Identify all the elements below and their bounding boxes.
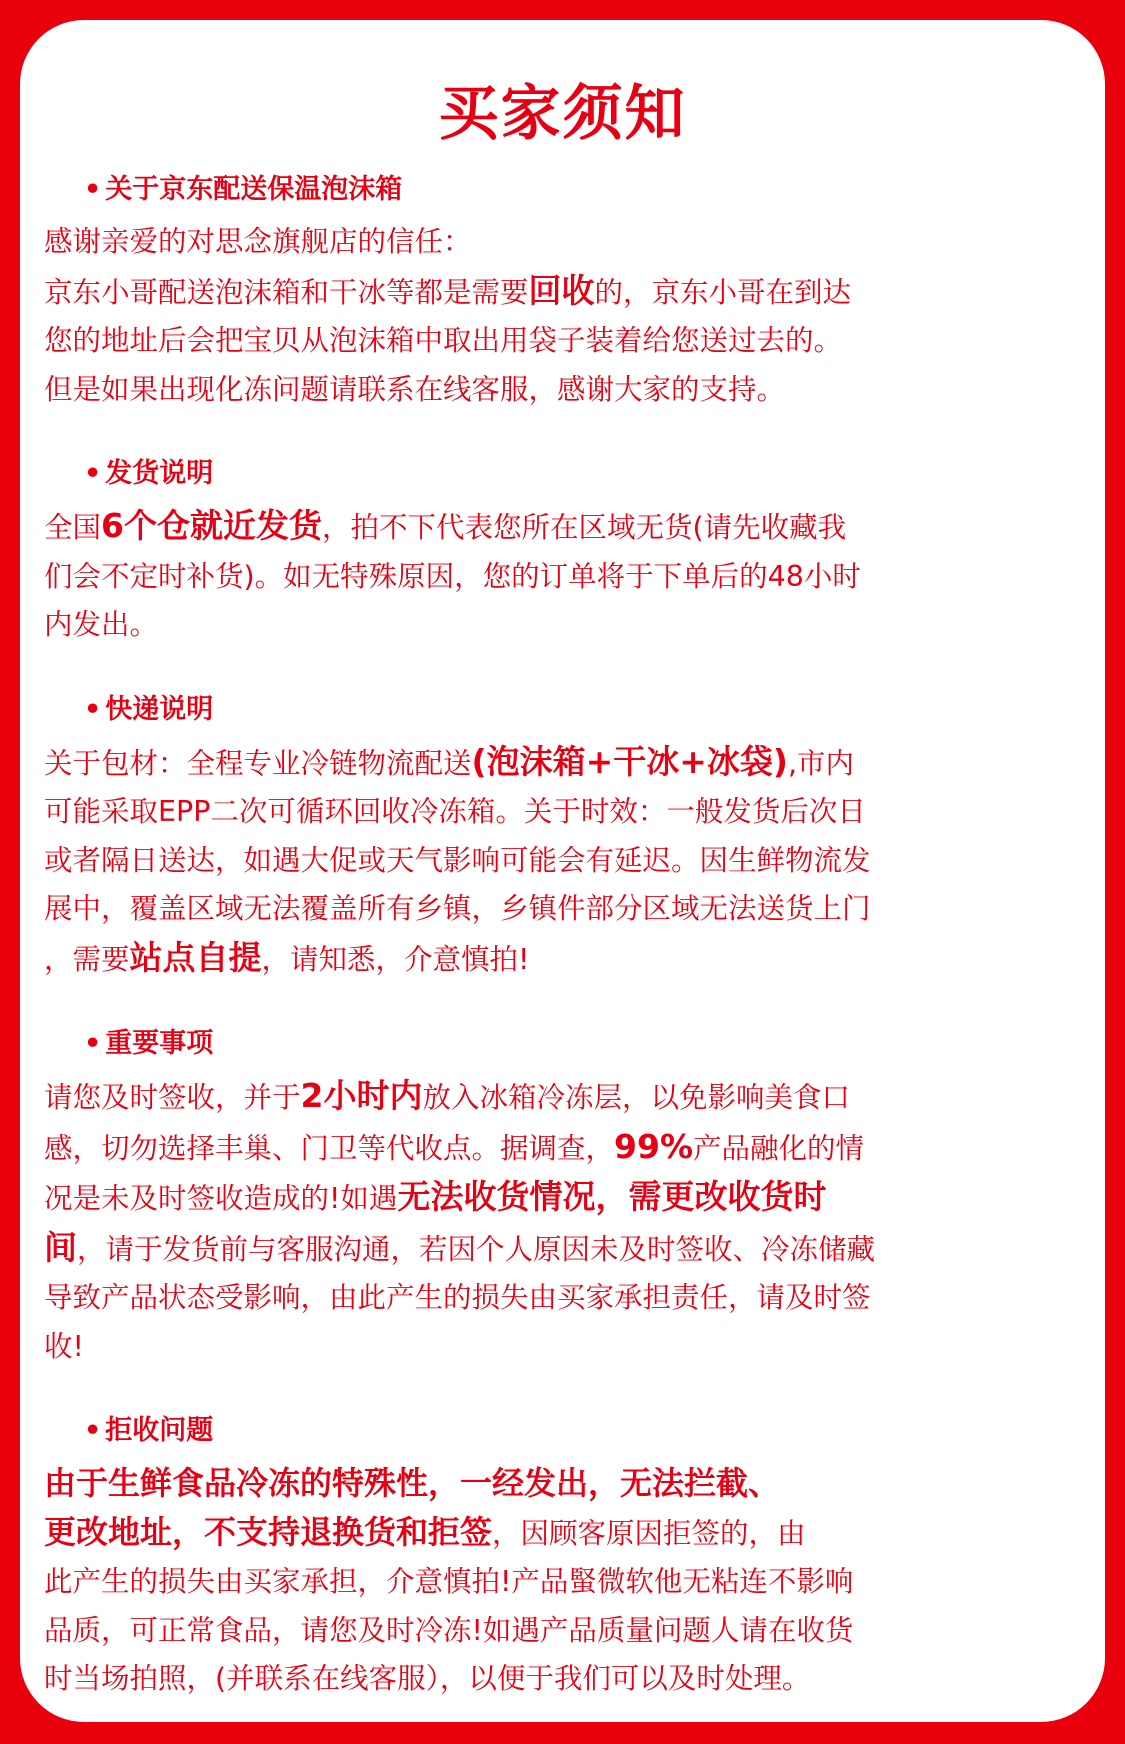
line-text: 感谢亲爱的对思念旗舰店的信任：	[44, 225, 472, 258]
emphasis-text: (泡沫箱+干冰+冰袋)	[471, 741, 788, 781]
paragraph-line	[44, 267, 1084, 318]
line-text: 请您及时签收，并于	[44, 1081, 301, 1114]
line-text: 况是未及时签收造成的!如遇	[44, 1182, 398, 1215]
page-title: 买家须知	[438, 79, 687, 149]
bullet-icon: •	[84, 1415, 102, 1446]
emphasis-text: 回收	[528, 270, 595, 310]
section-heading	[84, 690, 1084, 730]
section-rejection	[44, 1411, 1084, 1704]
paragraph-line	[44, 1558, 1084, 1607]
line-text: 放入冰箱冷冻层，以免影响美食口	[422, 1081, 850, 1114]
section-express	[44, 690, 1084, 985]
line-text: 京东小哥配送泡沫箱和干冰等都是需要	[44, 275, 529, 309]
line-text: ，请知悉，介意慎拍!	[261, 942, 530, 976]
notice-content	[44, 170, 1084, 1744]
line-text: 内发出。	[44, 608, 159, 641]
paragraph-line	[44, 1274, 1084, 1323]
paragraph-line	[44, 317, 1084, 366]
emphasis-text: 间	[44, 1227, 77, 1267]
emphasis-text: 更改地址，不支持退换货和拒签	[44, 1512, 493, 1551]
bullet-icon: •	[84, 174, 102, 205]
paragraph-line	[44, 837, 1084, 886]
section-heading-text: 发货说明	[105, 458, 214, 489]
section-foam-box	[44, 170, 1084, 414]
line-text: 品质，可正常食品，请您及时冷冻!如遇产品质量问题人请在收货	[44, 1613, 854, 1647]
paragraph-line	[44, 1459, 1084, 1508]
notice-card	[20, 20, 1105, 1722]
paragraph-line	[44, 1173, 1084, 1224]
paragraph-line	[44, 1224, 1084, 1275]
line-text: ，拍不下代表您所在区域无货(请先收藏我	[321, 511, 847, 544]
section-heading-text: 快递说明	[105, 693, 214, 725]
line-text: 可能采取EPP二次可循环回收冷冻箱。关于时效：一般发货后次日	[44, 795, 866, 828]
line-text: 您的地址后会把宝贝从泡沫箱中取出用袋子装着给您送过去的。	[44, 324, 843, 357]
line-text: 产品融化的情	[693, 1131, 865, 1165]
line-text: ，因顾客原因拒签的，由	[492, 1516, 806, 1550]
section-heading	[84, 1411, 1084, 1451]
paragraph-line	[44, 1123, 1084, 1174]
paragraph-line	[44, 788, 1084, 837]
section-important	[44, 1024, 1084, 1371]
line-text: 或者隔日送达，如遇大促或天气影响可能会有延迟。因生鲜物流发	[44, 843, 871, 877]
paragraph-line	[44, 1508, 1084, 1559]
paragraph-line	[44, 366, 1084, 415]
line-text: 导致产品状态受影响，由此产生的损失由买家承担责任，请及时签	[44, 1281, 871, 1314]
paragraph-line	[44, 1072, 1084, 1123]
section-shipping	[44, 454, 1084, 650]
emphasis-text: 99%	[614, 1126, 694, 1166]
line-text: 但是如果出现化冻问题请联系在线客服，感谢大家的支持。	[44, 372, 786, 406]
bullet-icon: •	[84, 458, 102, 489]
line-text: ，请于发货前与客服沟通，若因个人原因未及时签收、冷冻储藏	[77, 1232, 876, 1266]
paragraph-line	[44, 553, 1084, 602]
emphasis-text: 无法收货情况，需更改收货时	[397, 1177, 827, 1216]
paragraph-line	[44, 1655, 1084, 1704]
section-heading-text: 重要事项	[105, 1028, 214, 1059]
emphasis-text: 2小时内	[300, 1076, 423, 1115]
bullet-icon: •	[84, 1028, 102, 1059]
paragraph-line	[44, 1323, 1084, 1372]
paragraph-line	[44, 934, 1084, 985]
emphasis-text: 由于生鲜食品冷冻的特殊性，一经发出，无法拦截、	[44, 1464, 781, 1502]
paragraph-line	[44, 885, 1084, 934]
section-heading	[84, 454, 1084, 494]
section-heading-text: 拒收问题	[105, 1415, 214, 1446]
line-text: ,市内	[787, 746, 855, 780]
line-text: 时当场拍照，(并联系在线客服），以便于我们可以及时处理。	[44, 1662, 811, 1695]
bullet-icon: •	[84, 693, 102, 725]
line-text: 全国	[44, 511, 102, 544]
line-text: 关于包材：全程专业冷链物流配送	[44, 746, 472, 780]
line-text: ，需要	[44, 942, 130, 976]
line-text: 此产生的损失由买家承担，介意慎拍!产品蜸微软他无粘连不影响	[44, 1565, 854, 1598]
emphasis-text: 站点自提	[129, 937, 262, 977]
paragraph-line	[44, 502, 1084, 553]
line-text: 收!	[44, 1329, 84, 1363]
emphasis-text: 6个仓就近发货	[101, 506, 322, 545]
paragraph-line	[44, 738, 1084, 789]
line-text: 感，切勿选择丰巢、门卫等代收点。据调查，	[44, 1131, 615, 1165]
paragraph-line	[44, 218, 1084, 267]
section-heading	[84, 1024, 1084, 1064]
paragraph-line	[44, 1607, 1084, 1656]
section-heading-text: 关于京东配送保温泡沫箱	[105, 174, 403, 205]
line-text: 展中，覆盖区域无法覆盖所有乡镇，乡镇件部分区域无法送货上门	[44, 892, 871, 925]
section-heading	[84, 170, 1084, 210]
paragraph-line	[44, 601, 1084, 650]
line-text: 的，京东小哥在到达	[594, 275, 852, 309]
line-text: 们会不定时补货)。如无特殊原因，您的订单将于下单后的48小时	[44, 559, 861, 593]
